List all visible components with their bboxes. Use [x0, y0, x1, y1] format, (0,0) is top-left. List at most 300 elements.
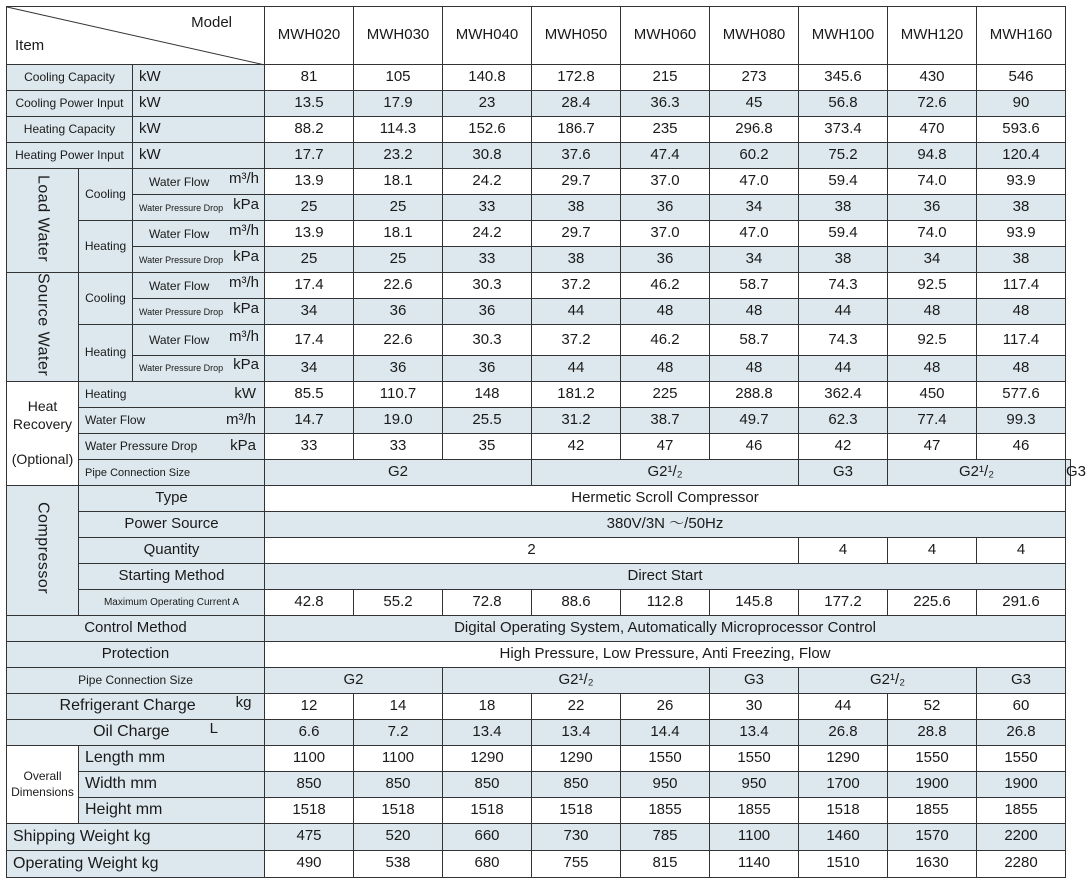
- value-cell: 114.3: [354, 117, 443, 143]
- model-header-label: Model: [191, 14, 233, 31]
- value-cell: 58.7: [710, 273, 799, 299]
- value-cell: 28.8: [888, 719, 977, 745]
- value-cell: 88.6: [532, 589, 621, 615]
- value-cell: High Pressure, Low Pressure, Anti Freezing, Flow: [265, 641, 1066, 667]
- value-cell: 1510: [799, 850, 888, 877]
- value-cell: 950: [710, 771, 799, 797]
- value-cell: 1550: [977, 745, 1066, 771]
- value-cell: 29.7: [532, 169, 621, 195]
- value-cell: 37.6: [532, 143, 621, 169]
- table-row: [7, 511, 1071, 537]
- row-label: Type: [79, 485, 265, 511]
- value-cell: 235: [621, 117, 710, 143]
- mode-label: Heating: [79, 325, 133, 382]
- value-cell: 37.2: [532, 273, 621, 299]
- value-cell: 660: [443, 823, 532, 850]
- value-cell: 2200: [977, 823, 1066, 850]
- value-cell: 29.7: [532, 221, 621, 247]
- value-cell: 373.4: [799, 117, 888, 143]
- value-cell: 22: [532, 693, 621, 719]
- value-cell: 291.6: [977, 589, 1066, 615]
- section-label: Load Water: [34, 174, 52, 262]
- value-cell: 47.4: [621, 143, 710, 169]
- value-cell: Direct Start: [265, 563, 1066, 589]
- param-name: Water Pressure Drop: [139, 306, 224, 317]
- value-cell: 1855: [888, 797, 977, 823]
- value-cell: 88.2: [265, 117, 354, 143]
- value-cell: 152.6: [443, 117, 532, 143]
- row-label: Quantity: [79, 537, 265, 563]
- value-cell: 31.2: [532, 407, 621, 433]
- value-cell: 1630: [888, 850, 977, 877]
- param-label: [79, 407, 265, 433]
- value-cell: 34: [265, 299, 354, 325]
- table-row: [7, 247, 1071, 273]
- unit-label: kW: [133, 117, 265, 143]
- value-cell: 44: [532, 299, 621, 325]
- table-row: [7, 850, 1071, 877]
- table-row: [7, 797, 1071, 823]
- value-cell: 1855: [621, 797, 710, 823]
- value-cell: 1518: [799, 797, 888, 823]
- value-cell: 19.0: [354, 407, 443, 433]
- row-label: Pipe Connection Size: [7, 667, 265, 693]
- row-label: Height mm: [79, 797, 265, 823]
- param-label: [79, 433, 265, 459]
- value-cell: 110.7: [354, 381, 443, 407]
- model-header: MWH020: [265, 7, 354, 65]
- mode-label: Cooling: [79, 169, 133, 221]
- table-row: [7, 615, 1071, 641]
- pipe-size: G2¹/₂: [888, 459, 1066, 485]
- value-cell: 785: [621, 823, 710, 850]
- value-cell: 42: [799, 433, 888, 459]
- value-cell: 577.6: [977, 381, 1066, 407]
- value-cell: 225: [621, 381, 710, 407]
- mode-label: Heating: [79, 221, 133, 273]
- value-cell: 850: [532, 771, 621, 797]
- value-cell: 38: [977, 247, 1066, 273]
- value-cell: 24.2: [443, 221, 532, 247]
- param-name: Water Pressure Drop: [85, 438, 198, 453]
- value-cell: 1100: [354, 745, 443, 771]
- param-name: Water Pressure Drop: [139, 363, 224, 374]
- value-cell: 730: [532, 823, 621, 850]
- value-cell: 36: [621, 195, 710, 221]
- value-cell: 47.0: [710, 221, 799, 247]
- table-row: [7, 823, 1071, 850]
- value-cell: 33: [443, 247, 532, 273]
- value-cell: 77.4: [888, 407, 977, 433]
- value-cell: 60: [977, 693, 1066, 719]
- table-row: [7, 169, 1071, 195]
- param-label: [133, 195, 265, 221]
- value-cell: 34: [888, 247, 977, 273]
- value-cell: 13.9: [265, 221, 354, 247]
- value-cell: 755: [532, 850, 621, 877]
- value-cell: 1700: [799, 771, 888, 797]
- value-cell: 47.0: [710, 169, 799, 195]
- value-cell: 380V/3N ～/50Hz: [265, 511, 1066, 537]
- value-cell: 1518: [265, 797, 354, 823]
- value-cell: 850: [354, 771, 443, 797]
- value-cell: 13.4: [443, 719, 532, 745]
- value-cell: 2: [265, 537, 799, 563]
- value-cell: 215: [621, 65, 710, 91]
- value-cell: 117.4: [977, 273, 1066, 299]
- param-label: [79, 381, 265, 407]
- value-cell: 273: [710, 65, 799, 91]
- compressor-section: [7, 485, 79, 615]
- value-cell: 72.6: [888, 91, 977, 117]
- value-cell: 46.2: [621, 273, 710, 299]
- value-cell: 4: [977, 537, 1066, 563]
- value-cell: 36: [354, 299, 443, 325]
- value-cell: 1290: [443, 745, 532, 771]
- model-header: MWH030: [354, 7, 443, 65]
- param-label: [133, 325, 265, 356]
- param-unit: m³/h: [226, 410, 257, 428]
- value-cell: 46: [710, 433, 799, 459]
- value-cell: 1855: [710, 797, 799, 823]
- param-label: [79, 459, 265, 485]
- value-cell: 850: [265, 771, 354, 797]
- value-cell: 30.3: [443, 325, 532, 356]
- param-unit: m³/h: [229, 273, 260, 291]
- table-row: [7, 221, 1071, 247]
- table-row: [7, 563, 1071, 589]
- value-cell: 593.6: [977, 117, 1066, 143]
- value-cell: 14: [354, 693, 443, 719]
- table-row: [7, 381, 1071, 407]
- section-label: Compressor: [34, 501, 52, 595]
- value-cell: 288.8: [710, 381, 799, 407]
- value-cell: 74.3: [799, 325, 888, 356]
- mode-label: Cooling: [79, 273, 133, 325]
- pipe-size: G2: [265, 459, 532, 485]
- value-cell: 30.8: [443, 143, 532, 169]
- table-row: [7, 537, 1071, 563]
- table-row: [7, 299, 1071, 325]
- value-cell: 81: [265, 65, 354, 91]
- value-cell: 1460: [799, 823, 888, 850]
- param-name: Water Pressure Drop: [139, 202, 224, 213]
- value-cell: 345.6: [799, 65, 888, 91]
- value-cell: 74.0: [888, 221, 977, 247]
- param-unit: L: [209, 720, 218, 738]
- row-label: [7, 693, 265, 719]
- param-unit: kW: [234, 384, 257, 402]
- row-label: Control Method: [7, 615, 265, 641]
- value-cell: 90: [977, 91, 1066, 117]
- value-cell: 85.5: [265, 381, 354, 407]
- param-unit: kPa: [233, 195, 260, 213]
- param-name: Pipe Connection Size: [85, 466, 191, 479]
- value-cell: 48: [621, 299, 710, 325]
- value-cell: 14.7: [265, 407, 354, 433]
- table-row: [7, 65, 1071, 91]
- value-cell: 93.9: [977, 169, 1066, 195]
- value-cell: 120.4: [977, 143, 1066, 169]
- table-row: [7, 693, 1071, 719]
- corner-header: [7, 7, 265, 65]
- param-unit: m³/h: [229, 327, 260, 345]
- value-cell: 48: [977, 355, 1066, 381]
- section-label: Overall Dimensions: [11, 769, 74, 800]
- value-cell: 1855: [977, 797, 1066, 823]
- param-name: Water Flow: [149, 174, 210, 189]
- value-cell: 45: [710, 91, 799, 117]
- param-label: [133, 355, 265, 381]
- value-cell: 52: [888, 693, 977, 719]
- value-cell: 46.2: [621, 325, 710, 356]
- value-cell: 34: [265, 355, 354, 381]
- value-cell: 1100: [265, 745, 354, 771]
- value-cell: 148: [443, 381, 532, 407]
- pipe-size: G2¹/₂: [532, 459, 799, 485]
- value-cell: 1570: [888, 823, 977, 850]
- value-cell: 23: [443, 91, 532, 117]
- value-cell: 44: [799, 693, 888, 719]
- value-cell: 58.7: [710, 325, 799, 356]
- value-cell: 36: [354, 355, 443, 381]
- value-cell: 490: [265, 850, 354, 877]
- value-cell: 38.7: [621, 407, 710, 433]
- row-label: Cooling Power Input: [7, 91, 133, 117]
- value-cell: 1518: [443, 797, 532, 823]
- value-cell: 112.8: [621, 589, 710, 615]
- value-cell: 117.4: [977, 325, 1066, 356]
- value-cell: 44: [799, 299, 888, 325]
- unit-label: kW: [133, 143, 265, 169]
- table-row: [7, 143, 1071, 169]
- value-cell: 105: [354, 65, 443, 91]
- value-cell: 33: [354, 433, 443, 459]
- value-cell: 4: [888, 537, 977, 563]
- value-cell: 181.2: [532, 381, 621, 407]
- row-label: Shipping Weight kg: [7, 823, 265, 850]
- pipe-size: G2: [265, 667, 443, 693]
- value-cell: 38: [799, 247, 888, 273]
- value-cell: 13.5: [265, 91, 354, 117]
- value-cell: 13.4: [532, 719, 621, 745]
- value-cell: 25: [265, 247, 354, 273]
- param-label: [133, 299, 265, 325]
- value-cell: 17.9: [354, 91, 443, 117]
- value-cell: 42: [532, 433, 621, 459]
- value-cell: 17.4: [265, 325, 354, 356]
- param-name: Heating: [85, 386, 127, 401]
- row-label: Protection: [7, 641, 265, 667]
- param-unit: kg: [235, 694, 252, 712]
- value-cell: 470: [888, 117, 977, 143]
- value-cell: 1290: [799, 745, 888, 771]
- value-cell: 850: [443, 771, 532, 797]
- table-row: [7, 433, 1071, 459]
- pipe-size: G2¹/₂: [443, 667, 710, 693]
- value-cell: 48: [621, 355, 710, 381]
- value-cell: 47: [621, 433, 710, 459]
- value-cell: 430: [888, 65, 977, 91]
- value-cell: 24.2: [443, 169, 532, 195]
- value-cell: 12: [265, 693, 354, 719]
- value-cell: 7.2: [354, 719, 443, 745]
- value-cell: 48: [710, 355, 799, 381]
- param-name: Oil Charge: [93, 723, 170, 741]
- param-label: [133, 247, 265, 273]
- value-cell: 92.5: [888, 325, 977, 356]
- value-cell: 18.1: [354, 169, 443, 195]
- value-cell: 36: [621, 247, 710, 273]
- pipe-size: G3: [799, 459, 888, 485]
- pipe-size: G3: [1066, 459, 1071, 485]
- section-label: Heat Recovery (Optional): [11, 398, 74, 467]
- value-cell: 520: [354, 823, 443, 850]
- value-cell: 25.5: [443, 407, 532, 433]
- value-cell: 36: [443, 299, 532, 325]
- value-cell: 26.8: [799, 719, 888, 745]
- value-cell: 38: [532, 247, 621, 273]
- value-cell: 59.4: [799, 221, 888, 247]
- value-cell: 546: [977, 65, 1066, 91]
- param-name: Water Pressure Drop: [139, 254, 224, 265]
- param-name: Water Flow: [149, 332, 210, 347]
- value-cell: 25: [265, 195, 354, 221]
- param-unit: kPa: [233, 356, 260, 374]
- value-cell: 62.3: [799, 407, 888, 433]
- section-label: Source Water: [34, 273, 52, 377]
- model-header: MWH050: [532, 7, 621, 65]
- row-label: Length mm: [79, 745, 265, 771]
- value-cell: 18.1: [354, 221, 443, 247]
- value-cell: 30.3: [443, 273, 532, 299]
- row-label: Power Source: [79, 511, 265, 537]
- value-cell: 36: [443, 355, 532, 381]
- item-header-label: Item: [15, 36, 45, 54]
- value-cell: 37.2: [532, 325, 621, 356]
- table-row: [7, 667, 1071, 693]
- value-cell: 362.4: [799, 381, 888, 407]
- param-unit: m³/h: [229, 221, 260, 239]
- value-cell: 30: [710, 693, 799, 719]
- param-label: [133, 221, 265, 247]
- value-cell: 1900: [888, 771, 977, 797]
- value-cell: 1900: [977, 771, 1066, 797]
- value-cell: 38: [799, 195, 888, 221]
- param-name: Water Flow: [85, 412, 146, 427]
- row-label: Heating Capacity: [7, 117, 133, 143]
- spec-table: [6, 6, 1086, 878]
- value-cell: 93.9: [977, 221, 1066, 247]
- value-cell: 145.8: [710, 589, 799, 615]
- value-cell: 18: [443, 693, 532, 719]
- param-label: [133, 169, 265, 195]
- table-row: [7, 459, 1071, 485]
- row-label: Operating Weight kg: [7, 850, 265, 877]
- value-cell: 47: [888, 433, 977, 459]
- table-row: [7, 355, 1071, 381]
- table-row: [7, 195, 1071, 221]
- value-cell: 35: [443, 433, 532, 459]
- value-cell: 33: [443, 195, 532, 221]
- value-cell: 55.2: [354, 589, 443, 615]
- value-cell: 22.6: [354, 325, 443, 356]
- value-cell: 56.8: [799, 91, 888, 117]
- table-row: [7, 745, 1071, 771]
- param-unit: kPa: [233, 247, 260, 265]
- value-cell: 177.2: [799, 589, 888, 615]
- value-cell: Digital Operating System, Automatically Microprocessor Control: [265, 615, 1066, 641]
- table-row: [7, 485, 1071, 511]
- value-cell: 1550: [888, 745, 977, 771]
- value-cell: 1550: [710, 745, 799, 771]
- load-water-section: [7, 169, 79, 273]
- table-row: [7, 641, 1071, 667]
- value-cell: 1550: [621, 745, 710, 771]
- unit-label: kW: [133, 65, 265, 91]
- value-cell: 1518: [532, 797, 621, 823]
- model-header: MWH060: [621, 7, 710, 65]
- value-cell: 38: [977, 195, 1066, 221]
- model-header: MWH120: [888, 7, 977, 65]
- value-cell: 42.8: [265, 589, 354, 615]
- value-cell: 13.9: [265, 169, 354, 195]
- value-cell: 1290: [532, 745, 621, 771]
- table-row: [7, 7, 1071, 65]
- model-header: MWH040: [443, 7, 532, 65]
- source-water-section: [7, 273, 79, 382]
- value-cell: 36.3: [621, 91, 710, 117]
- model-header: MWH160: [977, 7, 1066, 65]
- row-label: Starting Method: [79, 563, 265, 589]
- value-cell: 475: [265, 823, 354, 850]
- row-label: Heating Power Input: [7, 143, 133, 169]
- table-row: [7, 325, 1071, 356]
- value-cell: 46: [977, 433, 1066, 459]
- table-row: [7, 407, 1071, 433]
- value-cell: 33: [265, 433, 354, 459]
- row-label: Cooling Capacity: [7, 65, 133, 91]
- value-cell: 74.3: [799, 273, 888, 299]
- value-cell: 13.4: [710, 719, 799, 745]
- value-cell: 60.2: [710, 143, 799, 169]
- value-cell: 99.3: [977, 407, 1066, 433]
- value-cell: 2280: [977, 850, 1066, 877]
- table-row: [7, 273, 1071, 299]
- table-row: [7, 771, 1071, 797]
- table-row: [7, 589, 1071, 615]
- value-cell: 14.4: [621, 719, 710, 745]
- value-cell: 36: [888, 195, 977, 221]
- param-unit: m³/h: [229, 169, 260, 187]
- param-name: Water Flow: [149, 226, 210, 241]
- value-cell: 38: [532, 195, 621, 221]
- value-cell: 186.7: [532, 117, 621, 143]
- row-label: Width mm: [79, 771, 265, 797]
- model-header: MWH100: [799, 7, 888, 65]
- value-cell: 23.2: [354, 143, 443, 169]
- value-cell: 25: [354, 247, 443, 273]
- value-cell: 815: [621, 850, 710, 877]
- value-cell: 37.0: [621, 221, 710, 247]
- value-cell: 92.5: [888, 273, 977, 299]
- dimensions-section: [7, 745, 79, 823]
- value-cell: 25: [354, 195, 443, 221]
- model-header: MWH080: [710, 7, 799, 65]
- value-cell: 140.8: [443, 65, 532, 91]
- heat-recovery-section: [7, 381, 79, 485]
- value-cell: 26.8: [977, 719, 1066, 745]
